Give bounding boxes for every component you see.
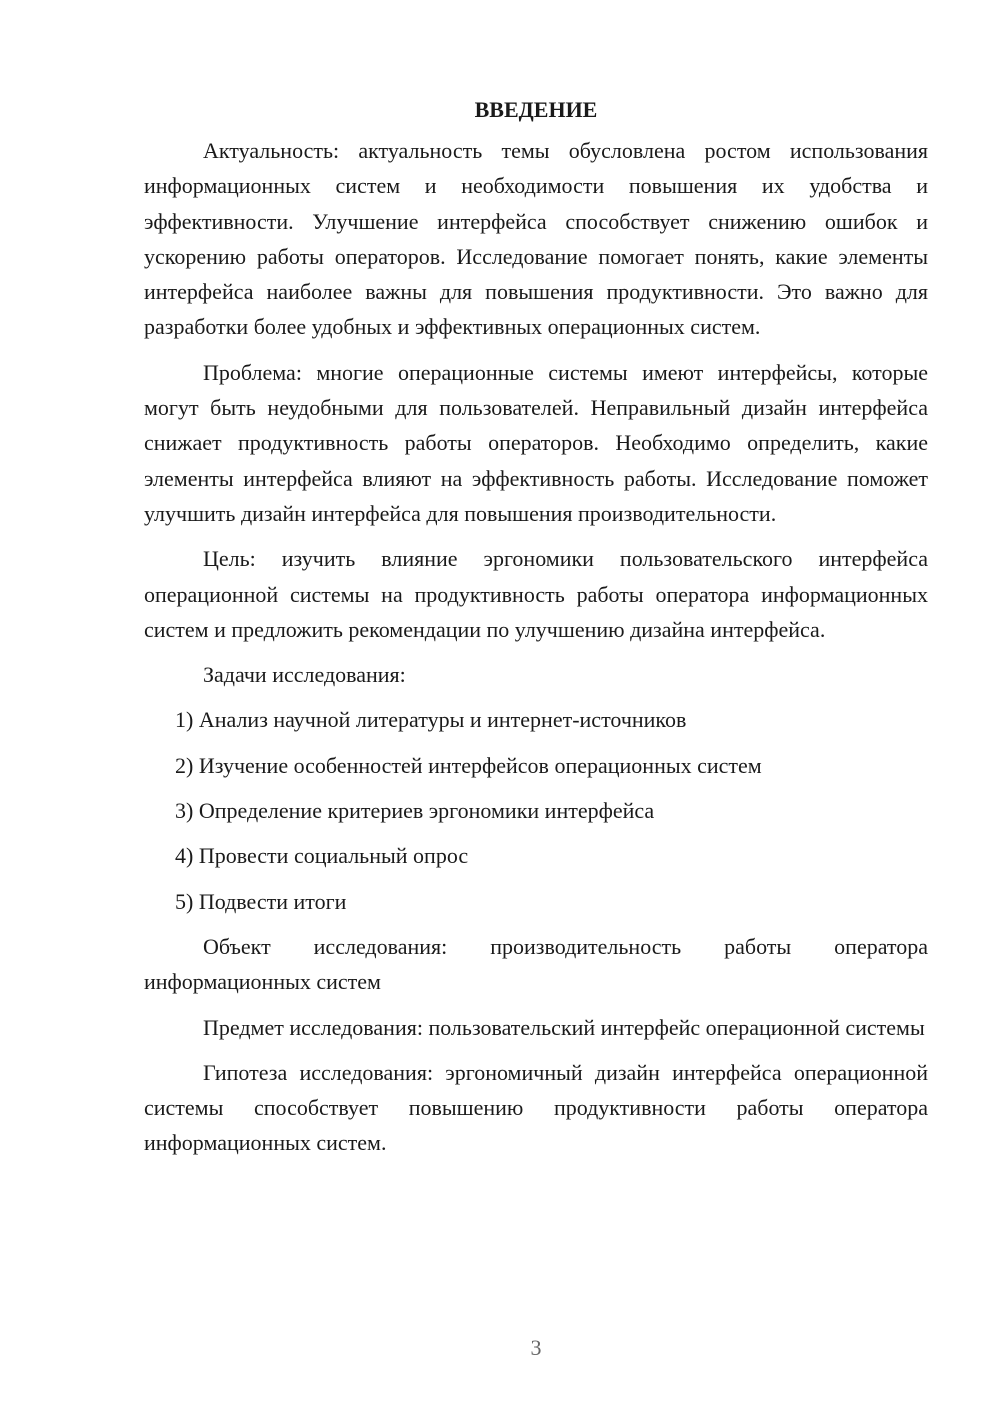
tasks-heading: Задачи исследования: (203, 662, 406, 688)
task-item: 2) Изучение особенностей интерфейсов операционных систем (175, 752, 762, 778)
task-item: 4) Провести социальный опрос (175, 843, 469, 869)
task-item: 3) Определение критериев эргономики интерфейса (175, 798, 655, 824)
object-paragraph: Объект исследования: производительность работы оператора информационных систем (144, 933, 928, 995)
task-item: 5) Подвести итоги (175, 888, 347, 914)
hypothesis-paragraph: Гипотеза исследования: эргономичный дизайн интерфейса операционной системы способствует повышению продуктивности работы оператора информационных систем. (144, 1059, 928, 1156)
page-content (144, 95, 928, 1161)
goal-paragraph: Цель: изучить влияние эргономики пользовательского интерфейса операционной системы на продуктивность работы оператора информационных систем и предложить рекомендации по улучшению дизайна интерфейса. (144, 546, 928, 642)
section-title: ВВЕДЕНИЕ (474, 97, 598, 122)
task-item: 1) Анализ научной литературы и интернет-источников (175, 707, 687, 733)
relevance-paragraph: Актуальность: актуальность темы обусловлена ростом использования информационных систем и необходимости повышения их удобства и эффективности. Улучшение интерфейса способствует снижению ошибок и ускорению работы операторов. Исследование помогает понять, какие элементы интерфейса наиболее важны для повышения продуктивности. Это важно для разработки более удобных и эффективных операционных систем. (144, 138, 928, 340)
tasks-list (144, 702, 928, 918)
page-number: 3 (530, 1335, 542, 1360)
subject-paragraph: Предмет исследования: пользовательский интерфейс операционной системы (203, 1014, 925, 1040)
problem-paragraph: Проблема: многие операционные системы имеют интерфейсы, которые могут быть неудобными для пользователей. Неправильный дизайн интерфейса снижает продуктивность работы операторов. Необходимо определить, какие элементы интерфейса влияют на эффективность работы. Исследование поможет улучшить дизайн интерфейса для повышения производительности. (144, 359, 928, 526)
